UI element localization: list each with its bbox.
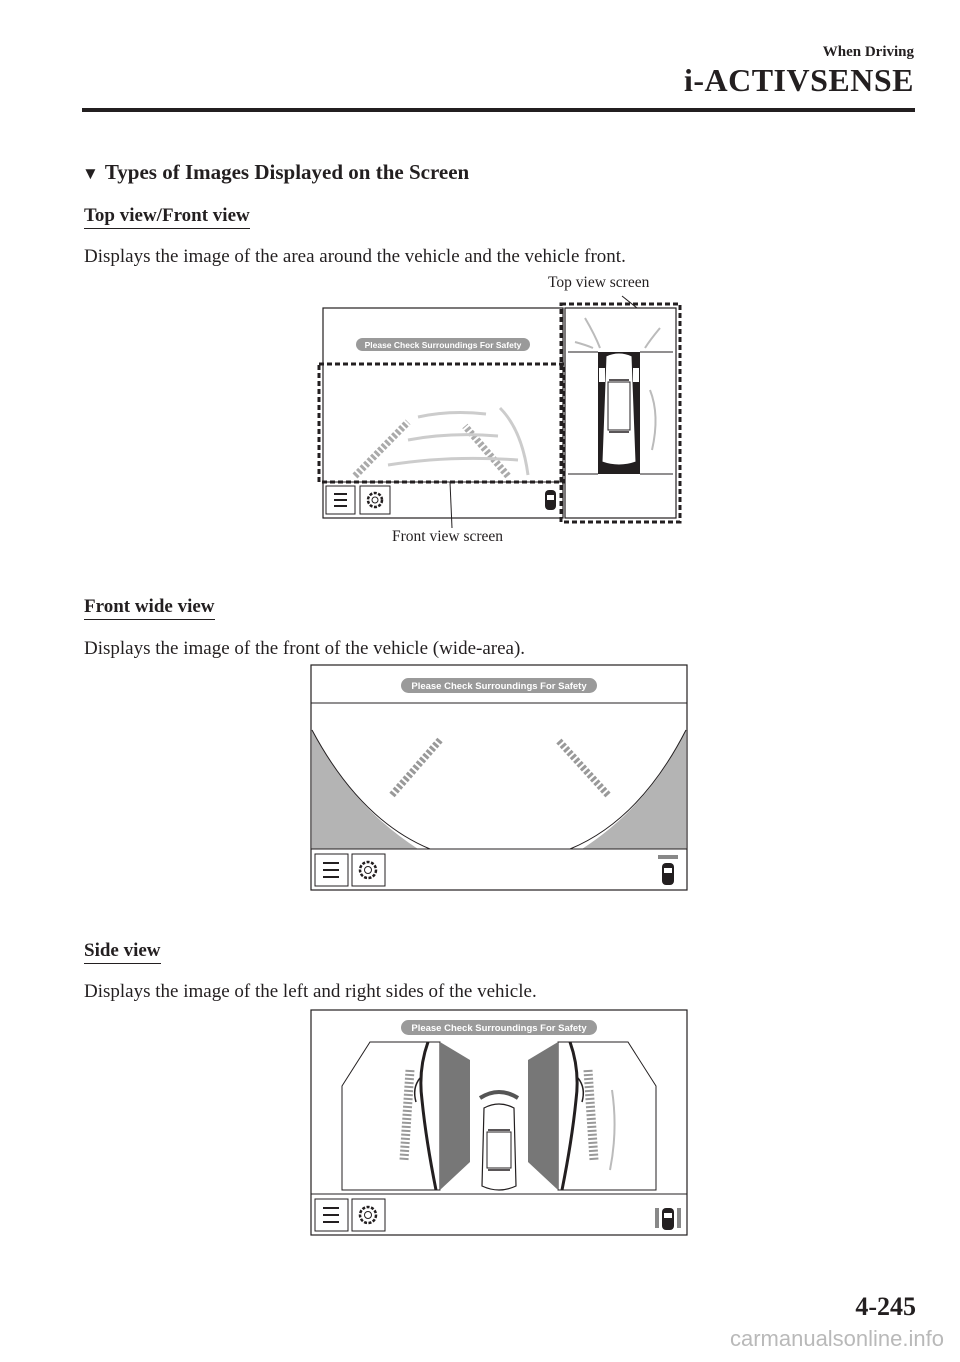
right-side-camera-panel: [528, 1042, 656, 1190]
center-vehicle: [480, 1092, 518, 1190]
figure-front-wide-view: [300, 655, 700, 895]
header-chapter-title: i-ACTIVSENSE: [683, 62, 914, 98]
subsection-title-top-front-view: Top view/Front view: [84, 205, 250, 229]
subsection-text-side-view: Displays the image of the left and right sides of the vehicle.: [84, 981, 537, 1002]
subsection-title-front-wide-view: Front wide view: [84, 596, 215, 620]
subsection-text-front-wide-view: Displays the image of the front of the vehicle (wide-area).: [84, 638, 526, 659]
subsection-title-side-view: Side view: [84, 940, 161, 964]
left-side-camera-panel: [342, 1042, 470, 1190]
triangle-bullet-icon: ▼: [82, 164, 99, 183]
section-heading-text: Types of Images Displayed on the Screen: [104, 160, 470, 184]
page-number: 4-245: [855, 1292, 916, 1321]
screen-banner-text: Please Check Surroundings For Safety: [411, 1023, 587, 1034]
screen-banner-text: Please Check Surroundings For Safety: [411, 681, 587, 692]
figure-side-view: [300, 1000, 700, 1240]
vehicle-status-icon: [545, 490, 556, 510]
callout-leader-top: [622, 296, 637, 308]
callout-top-view-screen: Top view screen: [548, 274, 650, 291]
header-section-label: When Driving: [822, 44, 914, 60]
section-heading: [82, 160, 469, 185]
watermark-text: carmanualsonline.info: [729, 1326, 944, 1351]
screen-banner-text: Please Check Surroundings For Safety: [364, 340, 522, 350]
callout-front-view-screen: Front view screen: [392, 528, 504, 545]
vehicle-status-icon: [655, 1208, 681, 1230]
header-divider: [82, 108, 915, 112]
figure-top-front-view: [300, 290, 690, 540]
subsection-text-top-front-view: Displays the image of the area around the vehicle and the vehicle front.: [84, 246, 626, 267]
